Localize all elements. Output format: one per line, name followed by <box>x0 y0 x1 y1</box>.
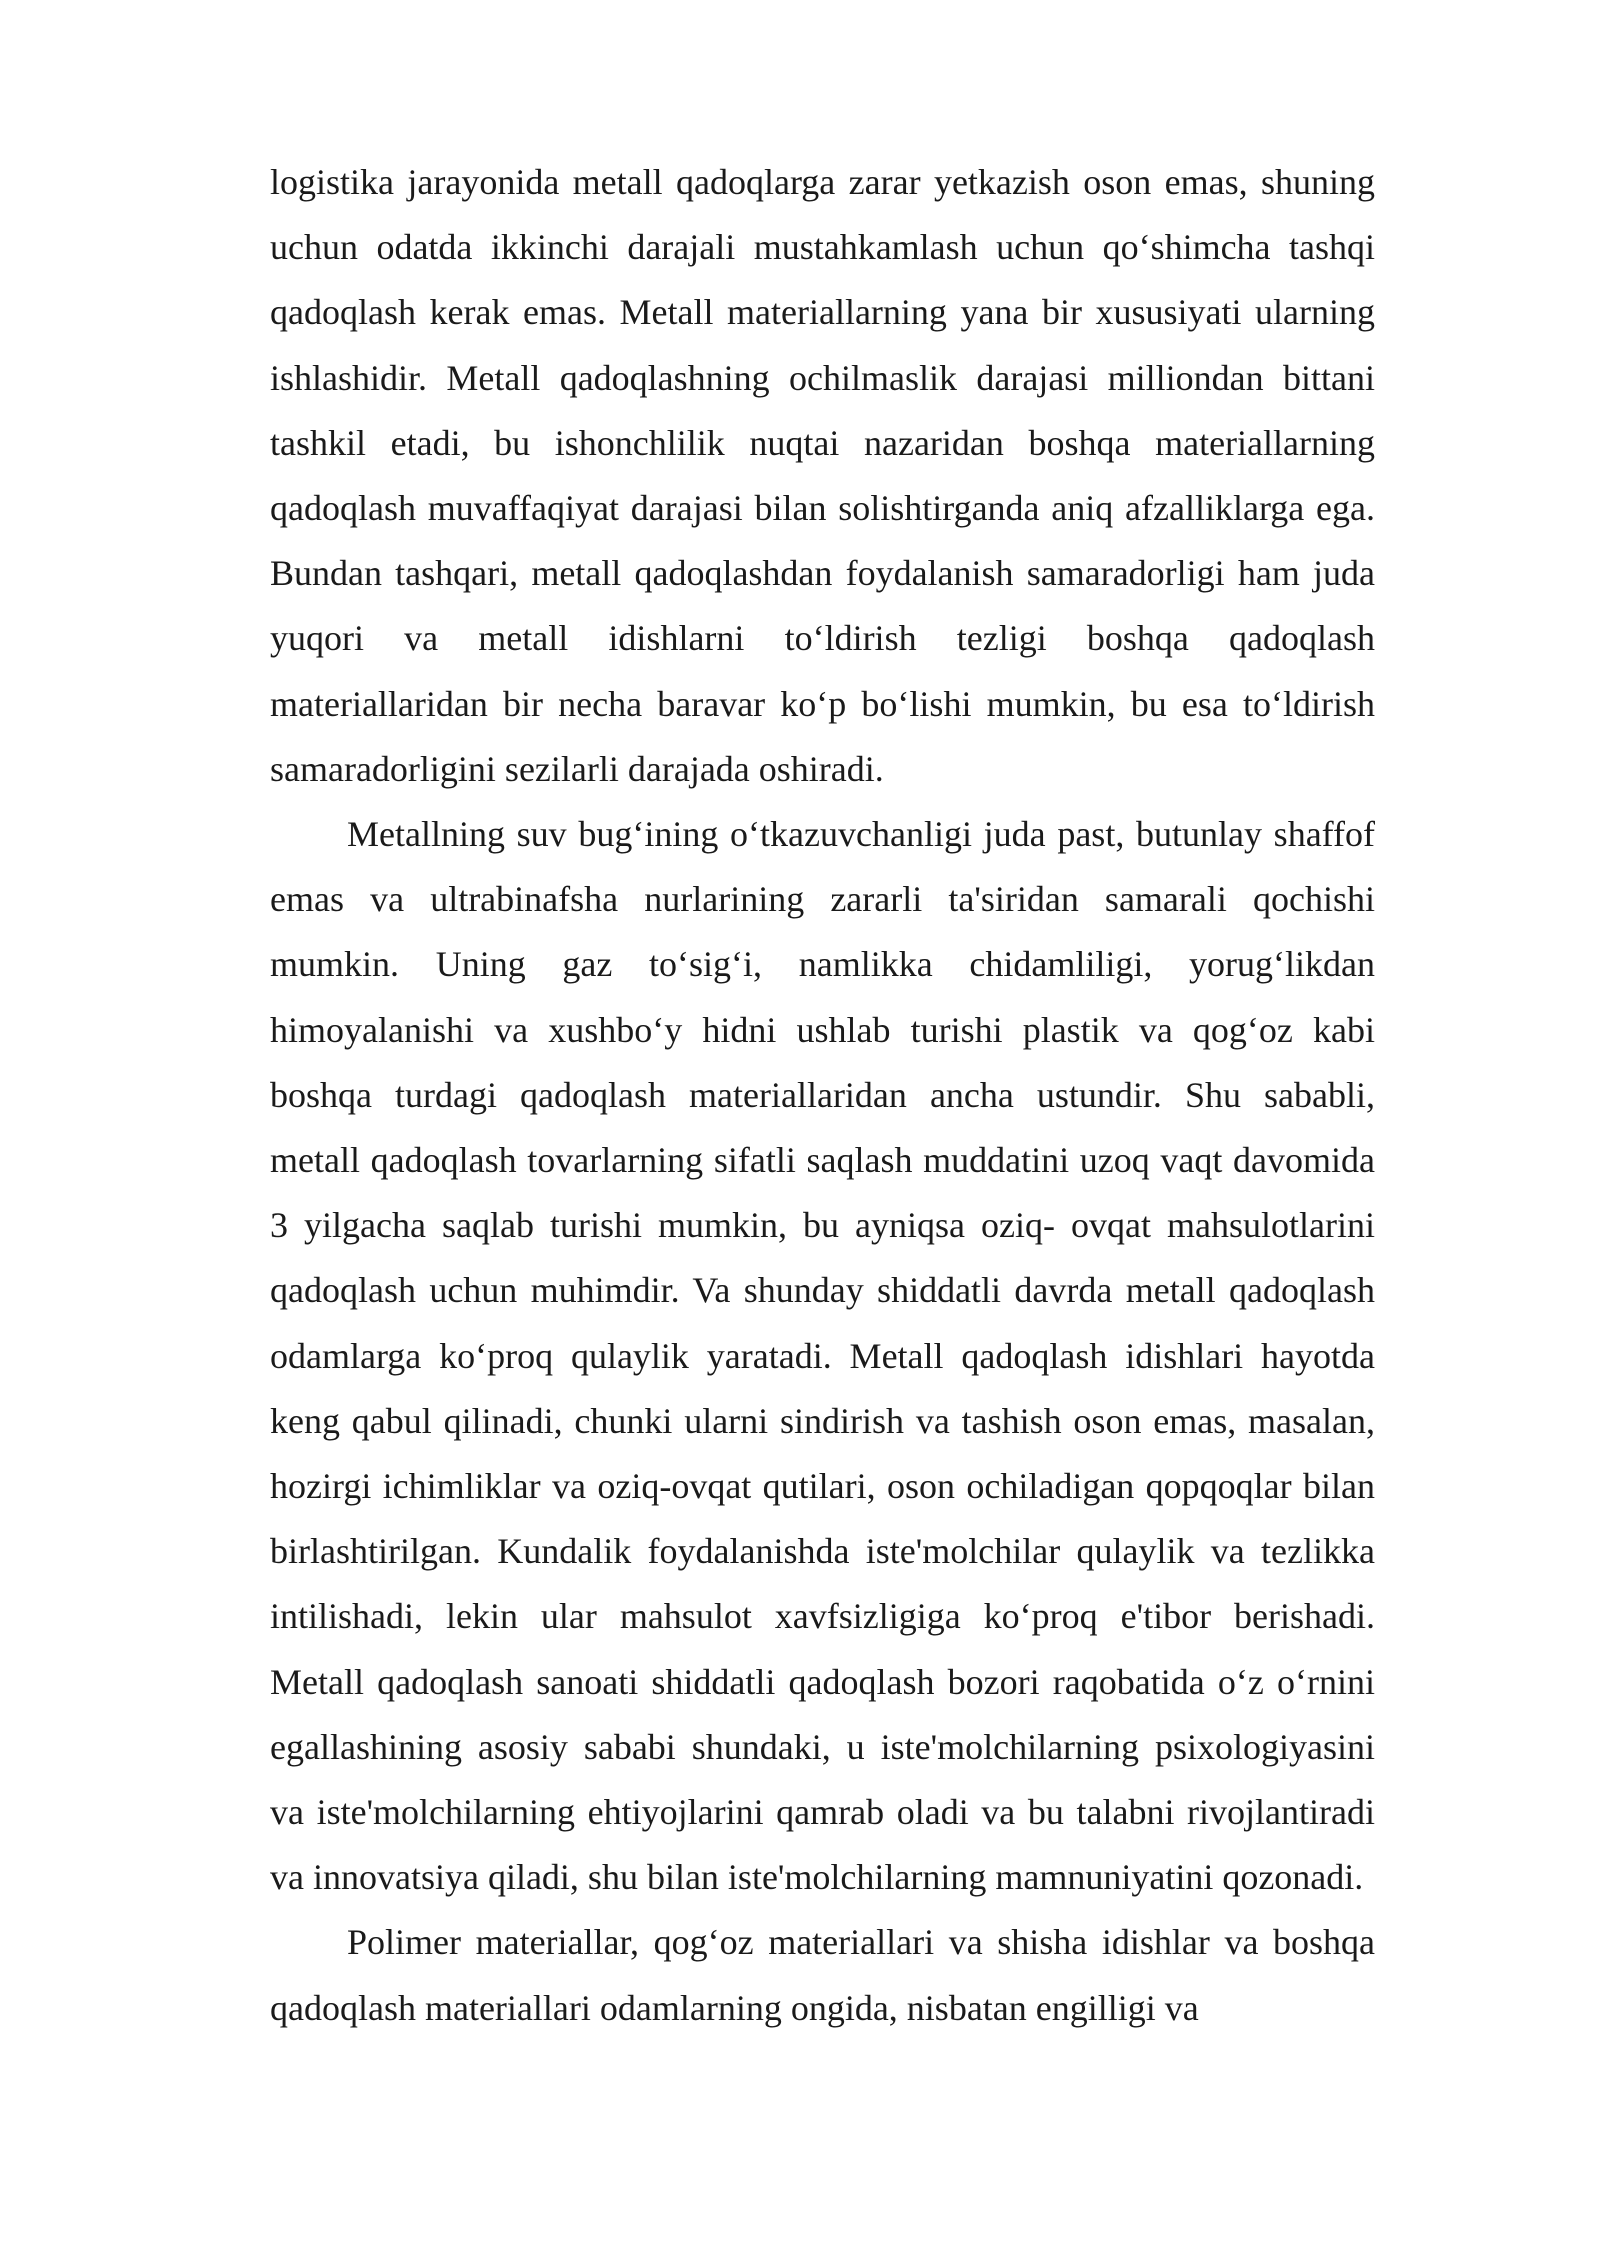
paragraph-metal-barrier-properties: Metallning suv bugʻining oʻtkazuvchanligi juda past, butunlay shaffof emas va ultrabinafsha nurlarining zararli ta'siridan samarali qochishi mumkin. Uning gaz toʻsigʻi, namlikka chidamliligi, yorugʻlikdan himoyalanishi va xushboʻy hidni ushlab turishi plastik va qogʻoz kabi boshqa turdagi qadoqlash materiallaridan ancha ustundir. Shu sababli, metall qadoqlash tovarlarning sifatli saqlash muddatini uzoq vaqt davomida 3 yilgacha saqlab turishi mumkin, bu ayniqsa oziq- ovqat mahsulotlarini qadoqlash uchun muhimdir. Va shunday shiddatli davrda metall qadoqlash odamlarga koʻproq qulaylik yaratadi. Metall qadoqlash idishlari hayotda keng qabul qilinadi, chunki ularni sindirish va tashish oson emas, masalan, hozirgi ichimliklar va oziq-ovqat qutilari, oson ochiladigan qopqoqlar bilan birlashtirilgan. Kundalik foydalanishda iste'molchilar qulaylik va tezlikka intilishadi, lekin ular mahsulot xavfsizligiga koʻproq e'tibor berishadi. Metall qadoqlash sanoati shiddatli qadoqlash bozori raqobatida oʻz oʻrnini egallashining asosiy sababi shundaki, u iste'molchilarning psixologiyasini va iste'molchilarning ehtiyojlarini qamrab oladi va bu talabni rivojlantiradi va innovatsiya qiladi, shu bilan iste'molchilarning mamnuniyatini qozonadi. <box>270 814 1375 1898</box>
paragraph-polymer-materials: Polimer materiallar, qogʻoz materiallari va shisha idishlar va boshqa qadoqlash materiallari odamlarning ongida, nisbatan engilligi va <box>270 1922 1375 2028</box>
paragraph-metal-packaging-reliability: logistika jarayonida metall qadoqlarga zarar yetkazish oson emas, shuning uchun odatda ikkinchi darajali mustahkamlash uchun qoʻshimcha tashqi qadoqlash kerak emas. Metall materiallarning yana bir xususiyati ularning ishlashidir. Metall qadoqlashning ochilmaslik darajasi milliondan bittani tashkil etadi, bu ishonchlilik nuqtai nazaridan boshqa materiallarning qadoqlash muvaffaqiyat darajasi bilan solishtirganda aniq afzalliklarga ega. Bundan tashqari, metall qadoqlashdan foydalanish samaradorligi ham juda yuqori va metall idishlarni toʻldirish tezligi boshqa qadoqlash materiallaridan bir necha baravar koʻp boʻlishi mumkin, bu esa toʻldirish samaradorligini sezilarli darajada oshiradi. <box>270 162 1375 789</box>
document-page <box>270 150 1375 2041</box>
